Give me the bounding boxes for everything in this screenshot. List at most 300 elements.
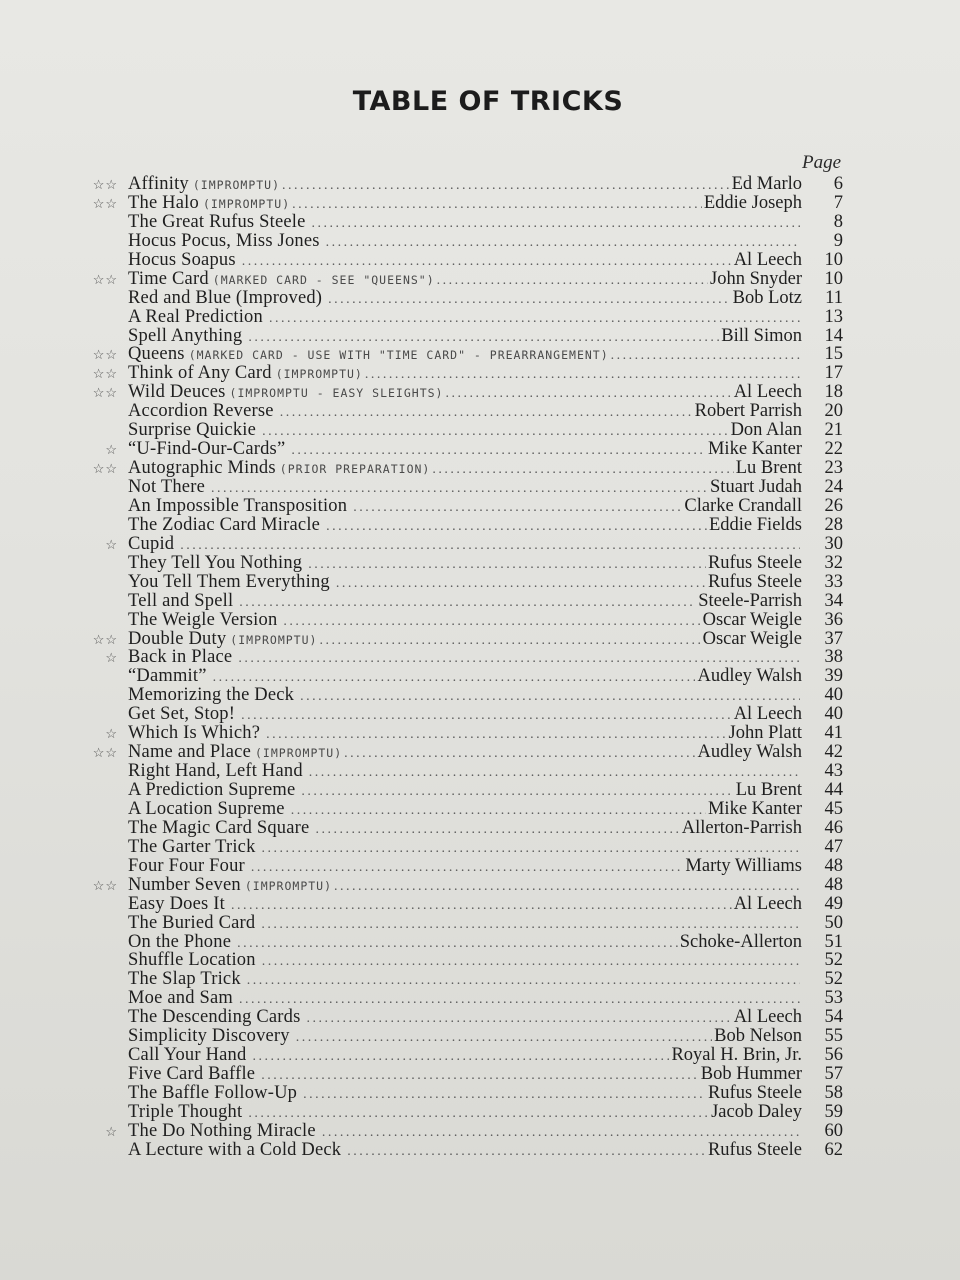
toc-entry [0, 251, 960, 270]
toc-entry [0, 497, 960, 516]
page-number: 48 [824, 874, 843, 895]
dot-leader [315, 820, 679, 839]
page-number: 20 [824, 401, 843, 422]
page-number: 23 [824, 458, 843, 479]
dot-leader [365, 365, 800, 384]
trick-title: Red and Blue (Improved) [128, 288, 323, 308]
trick-title: A Real Prediction [128, 307, 263, 327]
dot-leader [432, 460, 733, 479]
toc-line [128, 251, 802, 271]
trick-author: Lu Brent [735, 459, 802, 479]
dot-leader [326, 517, 707, 536]
dot-leader [292, 195, 702, 214]
page-number: 47 [824, 836, 843, 857]
trick-author: Don Alan [730, 421, 802, 441]
trick-title: Simplicity Discovery [128, 1027, 290, 1047]
toc-entry [0, 951, 960, 970]
trick-author: John Platt [728, 724, 802, 744]
toc-entry [0, 573, 960, 592]
rating-stars-icon: ☆ [105, 650, 118, 666]
handwritten-note: (MARKED CARD - SEE "QUEENS") [212, 272, 435, 287]
dot-leader [283, 612, 700, 631]
toc-line [128, 175, 802, 195]
dot-leader [261, 1066, 699, 1085]
trick-title: Easy Does It [128, 894, 225, 914]
trick-title: The Weigle Version [128, 610, 278, 630]
trick-title: The Buried Card [128, 913, 256, 933]
dot-leader [213, 668, 696, 687]
trick-title: A Lecture with a Cold Deck [128, 1140, 342, 1160]
toc-entry [0, 1065, 960, 1084]
dot-leader [328, 290, 730, 309]
handwritten-note: (IMPROMPTU) [192, 178, 281, 192]
toc-line [128, 402, 802, 422]
toc-line [128, 345, 802, 365]
trick-title: A Prediction Supreme [128, 781, 296, 800]
toc-entry [0, 838, 960, 857]
dot-leader [445, 384, 731, 403]
toc-line [128, 1027, 802, 1047]
toc-entry [0, 970, 960, 989]
trick-title: Not There [128, 478, 205, 497]
dot-leader [301, 782, 733, 801]
trick-title: Memorizing the Deck [128, 686, 295, 706]
toc-line [128, 762, 802, 782]
page-number: 53 [824, 988, 843, 1009]
toc-line [128, 895, 802, 915]
page-number: 8 [833, 211, 843, 232]
trick-title: The Zodiac Card Miracle [128, 515, 321, 535]
page-number: 28 [824, 514, 843, 535]
dot-leader [239, 990, 800, 1009]
toc-entry [0, 554, 960, 573]
dot-leader [262, 839, 800, 858]
toc-line [128, 270, 802, 290]
handwritten-note: (IMPROMPTU) [275, 367, 363, 382]
rating-stars-icon: ☆☆ [92, 177, 118, 192]
toc-line [128, 1065, 802, 1085]
toc-line [128, 857, 802, 877]
toc-line [128, 497, 802, 517]
dot-leader [296, 1028, 712, 1047]
page-number: 14 [824, 325, 843, 346]
trick-title: Number Seven [128, 875, 241, 895]
toc-line [128, 440, 802, 460]
handwritten-note: (IMPROMPTU) [230, 632, 318, 647]
trick-author: Clarke Crandall [684, 496, 802, 516]
page-number: 40 [824, 685, 843, 706]
trick-title: The Do Nothing Miracle [128, 1121, 316, 1141]
page-number: 58 [824, 1083, 843, 1103]
toc-line [128, 327, 802, 347]
toc-entry [0, 421, 960, 440]
page-number: 34 [824, 590, 843, 611]
page-number: 44 [824, 780, 843, 800]
trick-author: Stuart Judah [710, 478, 802, 497]
trick-title: Spell Anything [128, 326, 243, 346]
toc-entry [0, 1027, 960, 1046]
toc-line [128, 648, 802, 668]
toc-line [128, 800, 802, 820]
handwritten-note: (IMPROMPTU - EASY SLEIGHTS) [229, 386, 444, 401]
toc-entry [0, 213, 960, 232]
page-number: 46 [824, 817, 843, 838]
toc-line [128, 781, 802, 801]
table-of-tricks-list [0, 175, 960, 1160]
toc-entry [0, 611, 960, 630]
rating-stars-icon: ☆☆ [92, 366, 118, 382]
toc-line [128, 1141, 802, 1161]
trick-author: Audley Walsh [697, 667, 802, 687]
rating-stars-icon: ☆ [105, 726, 118, 742]
dot-leader [307, 1009, 732, 1028]
page-column-header: Page [802, 152, 842, 173]
toc-entry [0, 440, 960, 459]
trick-author: Schoke-Allerton [679, 932, 802, 952]
page-number: 41 [824, 723, 843, 744]
trick-title: The Magic Card Square [128, 818, 310, 838]
toc-line [128, 535, 802, 555]
trick-title: Autographic Minds [128, 459, 276, 479]
page-number: 37 [824, 628, 843, 649]
dot-leader [251, 858, 684, 877]
toc-line [128, 970, 802, 990]
toc-entry [0, 345, 960, 364]
page-number: 32 [824, 552, 843, 573]
trick-title: Double Duty [128, 629, 227, 649]
trick-title: The Great Rufus Steele [128, 212, 306, 232]
rating-stars-icon: ☆ [105, 536, 118, 552]
trick-author: John Snyder [710, 269, 802, 289]
toc-line [128, 838, 802, 858]
dot-leader [309, 763, 800, 782]
rating-stars-icon: ☆ [105, 1123, 118, 1139]
toc-line [128, 573, 802, 593]
toc-line [128, 667, 802, 687]
dot-leader [334, 877, 800, 896]
handwritten-note: (MARKED CARD - USE WITH "TIME CARD" - PREARRANGEMENT) [188, 348, 609, 363]
page-number: 30 [824, 533, 843, 554]
page-number: 42 [824, 742, 843, 763]
toc-entry [0, 630, 960, 649]
toc-entry [0, 327, 960, 346]
toc-line [128, 194, 802, 214]
dot-leader [291, 441, 706, 460]
rating-stars-icon: ☆☆ [92, 385, 118, 401]
trick-title: Time Card [128, 269, 209, 289]
toc-entry [0, 308, 960, 327]
trick-title: The Halo [128, 193, 199, 213]
trick-author: Al Leech [733, 1008, 802, 1028]
toc-entry [0, 1008, 960, 1027]
trick-title: A Location Supreme [128, 799, 285, 819]
dot-leader [237, 934, 678, 953]
trick-title: Shuffle Location [128, 951, 256, 971]
toc-entry [0, 686, 960, 705]
toc-entry [0, 270, 960, 289]
trick-title: Tell and Spell [128, 591, 234, 611]
trick-author: Audley Walsh [697, 743, 802, 763]
page-number: 39 [824, 666, 843, 687]
rating-stars-icon: ☆ [105, 442, 118, 458]
toc-entry [0, 914, 960, 933]
page-number: 11 [825, 287, 843, 308]
page-number: 52 [824, 969, 843, 990]
dot-leader [266, 725, 726, 744]
trick-author: Jacob Daley [711, 1102, 802, 1122]
trick-author: Steele-Parrish [698, 591, 802, 611]
dot-leader [241, 706, 732, 725]
toc-entry [0, 1122, 960, 1141]
trick-title: Triple Thought [128, 1102, 243, 1122]
trick-title: Accordion Reverse [128, 402, 274, 422]
toc-line [128, 743, 802, 763]
page-number: 50 [824, 912, 843, 933]
toc-line [128, 611, 802, 631]
page-number: 9 [833, 230, 843, 251]
dot-leader [247, 971, 800, 990]
toc-entry [0, 1103, 960, 1122]
dot-leader [238, 649, 800, 668]
page-number: 36 [824, 609, 843, 630]
toc-line [128, 1008, 802, 1028]
rating-stars-icon: ☆☆ [92, 271, 118, 287]
toc-entry [0, 1046, 960, 1065]
trick-author: Lu Brent [735, 781, 802, 800]
toc-entry [0, 705, 960, 724]
toc-line [128, 686, 802, 706]
trick-author: Rufus Steele [707, 553, 802, 573]
toc-entry [0, 989, 960, 1008]
trick-author: Marty Williams [685, 856, 802, 876]
page-number: 38 [824, 647, 843, 668]
toc-line [128, 951, 802, 971]
dot-leader [291, 801, 706, 820]
dot-leader [242, 252, 732, 271]
dot-leader [248, 328, 719, 347]
toc-line [128, 630, 802, 650]
dot-leader [211, 479, 708, 498]
toc-entry [0, 1141, 960, 1160]
dot-leader [303, 1085, 706, 1104]
toc-entry [0, 800, 960, 819]
dot-leader [248, 1104, 709, 1123]
toc-line [128, 1122, 802, 1142]
rating-stars-icon: ☆☆ [92, 745, 118, 761]
toc-entry [0, 516, 960, 535]
page-number: 33 [824, 571, 843, 592]
trick-title: They Tell You Nothing [128, 553, 303, 573]
trick-title: Think of Any Card [128, 364, 272, 384]
rating-stars-icon: ☆☆ [92, 461, 118, 477]
toc-line [128, 232, 802, 252]
toc-line [128, 592, 802, 612]
trick-author: Bob Lotz [732, 288, 802, 308]
toc-line [128, 289, 802, 309]
dot-leader [437, 271, 708, 290]
trick-title: An Impossible Transposition [128, 496, 348, 516]
toc-line [128, 705, 802, 725]
trick-title: Back in Place [128, 648, 233, 668]
page-number: 48 [824, 855, 843, 876]
toc-line [128, 724, 802, 744]
dot-leader [344, 744, 695, 763]
page-number: 21 [824, 420, 843, 441]
dot-leader [326, 233, 800, 252]
toc-entry [0, 895, 960, 914]
trick-author: Al Leech [733, 705, 802, 725]
page-number: 43 [824, 761, 843, 782]
trick-title: “Dammit” [128, 667, 207, 687]
toc-line [128, 554, 802, 574]
trick-title: You Tell Them Everything [128, 572, 330, 592]
page-number: 15 [824, 344, 843, 365]
trick-title: “U-Find-Our-Cards” [128, 440, 286, 460]
toc-entry [0, 289, 960, 308]
trick-title: On the Phone [128, 932, 232, 952]
rating-stars-icon: ☆☆ [92, 631, 118, 647]
trick-author: Ed Marlo [731, 175, 802, 194]
trick-author: Rufus Steele [707, 572, 802, 592]
toc-entry [0, 194, 960, 213]
trick-author: Al Leech [733, 250, 802, 270]
trick-author: Eddie Fields [708, 515, 802, 535]
trick-title: The Slap Trick [128, 970, 241, 990]
toc-line [128, 1103, 802, 1123]
toc-entry [0, 933, 960, 952]
dot-leader [239, 593, 696, 612]
trick-title: Hocus Soapus [128, 250, 236, 270]
toc-entry [0, 857, 960, 876]
toc-entry [0, 667, 960, 686]
trick-title: The Garter Trick [128, 837, 256, 857]
trick-title: Cupid [128, 534, 175, 554]
toc-entry [0, 1084, 960, 1103]
dot-leader [262, 422, 729, 441]
toc-entry [0, 364, 960, 383]
page-number: 45 [824, 798, 843, 819]
toc-entry [0, 819, 960, 838]
page-number: 51 [824, 931, 843, 952]
toc-entry [0, 762, 960, 781]
trick-title: Queens [128, 345, 185, 365]
toc-entry [0, 648, 960, 667]
toc-line [128, 933, 802, 953]
rating-stars-icon: ☆☆ [92, 347, 118, 363]
toc-line [128, 308, 802, 328]
dot-leader [611, 346, 800, 365]
page-number: 60 [824, 1120, 843, 1141]
dot-leader [353, 498, 682, 517]
trick-author: Mike Kanter [707, 799, 802, 819]
toc-entry [0, 592, 960, 611]
dot-leader [336, 574, 706, 593]
toc-line [128, 1046, 802, 1066]
dot-leader [180, 536, 800, 555]
dot-leader [269, 309, 800, 328]
trick-author: Eddie Joseph [703, 193, 802, 213]
page-number: 17 [824, 363, 843, 384]
dot-leader [231, 896, 732, 915]
trick-title: Get Set, Stop! [128, 705, 236, 725]
handwritten-note: (IMPROMPTU) [255, 746, 343, 761]
page-number: 22 [824, 439, 843, 460]
toc-line [128, 516, 802, 536]
trick-author: Mike Kanter [707, 440, 802, 460]
dot-leader [280, 403, 693, 422]
toc-entry [0, 743, 960, 762]
toc-line [128, 989, 802, 1009]
page-number: 59 [824, 1101, 843, 1122]
dot-leader [312, 214, 800, 233]
toc-entry [0, 232, 960, 251]
trick-title: Four Four Four [128, 856, 245, 876]
dot-leader [308, 555, 706, 574]
toc-line [128, 914, 802, 934]
dot-leader [347, 1142, 706, 1161]
toc-line [128, 876, 802, 896]
rating-stars-icon: ☆☆ [92, 195, 118, 211]
trick-author: Oscar Weigle [702, 629, 802, 649]
toc-entry [0, 535, 960, 554]
trick-title: The Descending Cards [128, 1008, 301, 1028]
page-number: 10 [824, 249, 843, 270]
toc-line [128, 213, 802, 233]
dot-leader [261, 915, 800, 934]
trick-title: Five Card Baffle [128, 1065, 256, 1085]
page-number: 24 [824, 477, 843, 497]
trick-title: Right Hand, Left Hand [128, 762, 303, 782]
toc-line [128, 1084, 802, 1104]
toc-entry [0, 459, 960, 478]
trick-author: Bill Simon [721, 326, 802, 346]
toc-line [128, 478, 802, 498]
toc-entry [0, 724, 960, 743]
page-number: 54 [824, 1007, 843, 1028]
toc-line [128, 421, 802, 441]
page-number: 62 [824, 1139, 843, 1160]
trick-author: Oscar Weigle [702, 610, 802, 630]
toc-line [128, 819, 802, 839]
page-number: 7 [833, 192, 843, 213]
page-number: 13 [824, 306, 843, 327]
handwritten-note: (IMPROMPTU) [202, 196, 291, 211]
dot-leader [252, 1047, 669, 1066]
trick-title: Hocus Pocus, Miss Jones [128, 231, 320, 251]
toc-line [128, 459, 802, 479]
page-number: 10 [824, 268, 843, 289]
page-title: TABLE OF TRICKS [352, 86, 624, 117]
dot-leader [262, 952, 800, 971]
toc-line [128, 383, 802, 403]
trick-title: Moe and Sam [128, 989, 233, 1009]
page-number: 18 [824, 382, 843, 403]
toc-line [128, 364, 802, 384]
toc-entry [0, 478, 960, 497]
handwritten-note: (PRIOR PREPARATION) [279, 462, 431, 477]
trick-author: Rufus Steele [707, 1140, 802, 1160]
toc-entry [0, 175, 960, 194]
trick-title: Call Your Hand [128, 1046, 247, 1066]
dot-leader [319, 631, 700, 650]
page-number: 57 [824, 1064, 843, 1085]
trick-author: Al Leech [733, 383, 802, 403]
page-number: 49 [824, 893, 843, 914]
trick-author: Robert Parrish [694, 402, 802, 422]
handwritten-note: (IMPROMPTU) [244, 878, 333, 893]
dot-leader [282, 176, 730, 195]
trick-title: Surprise Quickie [128, 421, 257, 441]
